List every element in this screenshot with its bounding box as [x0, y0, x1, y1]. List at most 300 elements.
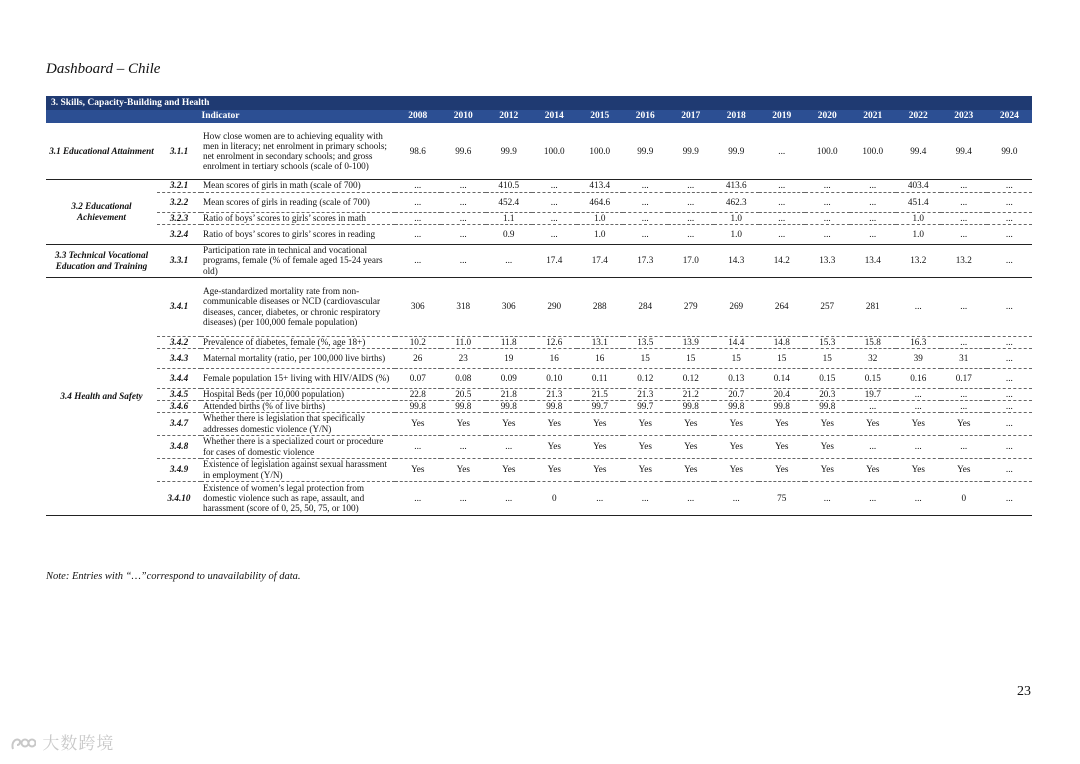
value-cell-2022: Yes [896, 458, 942, 481]
value-cell-2021: Yes [850, 458, 896, 481]
value-cell-2024: ... [987, 179, 1033, 192]
value-cell-2021: 13.4 [850, 244, 896, 277]
indicator-text: Ratio of boys’ scores to girls’ scores in reading [201, 224, 395, 244]
value-cell-2018: 15 [714, 348, 760, 368]
value-cell-2019: ... [759, 179, 805, 192]
value-cell-2020: 99.8 [805, 400, 851, 412]
indicator-text: Prevalence of diabetes, female (%, age 18+) [201, 336, 395, 348]
value-cell-2019: ... [759, 192, 805, 212]
indicator-code: 3.4.10 [157, 481, 201, 515]
value-cell-2024: ... [987, 212, 1033, 224]
value-cell-2020: ... [805, 481, 851, 515]
value-cell-2023: ... [941, 388, 987, 400]
indicator-code: 3.4.4 [157, 368, 201, 388]
value-cell-2022: 0.16 [896, 368, 942, 388]
indicator-text: Attended births (% of live births) [201, 400, 395, 412]
value-cell-2012: 306 [486, 277, 532, 336]
year-header-2017: 2017 [668, 110, 714, 123]
table-row [46, 244, 1032, 277]
value-cell-2016: 284 [623, 277, 669, 336]
value-cell-2016: ... [623, 179, 669, 192]
table-row [46, 192, 1032, 212]
value-cell-2022: 403.4 [896, 179, 942, 192]
group-label: 3.2 Educational Achievement [46, 179, 157, 244]
value-cell-2010: 20.5 [441, 388, 487, 400]
value-cell-2019: Yes [759, 412, 805, 435]
value-cell-2023: ... [941, 277, 987, 336]
value-cell-2008: ... [395, 481, 441, 515]
value-cell-2015: 1.0 [577, 224, 623, 244]
section-header-row [46, 96, 1032, 110]
value-cell-2017: 99.9 [668, 123, 714, 179]
year-header-2012: 2012 [486, 110, 532, 123]
value-cell-2012: 410.5 [486, 179, 532, 192]
value-cell-2008: ... [395, 179, 441, 192]
group-label: 3.4 Health and Safety [46, 277, 157, 515]
value-cell-2017: Yes [668, 435, 714, 458]
value-cell-2015: 413.4 [577, 179, 623, 192]
value-cell-2021: Yes [850, 412, 896, 435]
indicator-code: 3.4.5 [157, 388, 201, 400]
value-cell-2017: ... [668, 212, 714, 224]
value-cell-2021: ... [850, 179, 896, 192]
value-cell-2018: ... [714, 481, 760, 515]
value-cell-2024: ... [987, 336, 1033, 348]
value-cell-2017: 279 [668, 277, 714, 336]
value-cell-2015: 17.4 [577, 244, 623, 277]
table-row [46, 400, 1032, 412]
value-cell-2023: ... [941, 192, 987, 212]
value-cell-2020: 15.3 [805, 336, 851, 348]
value-cell-2008: ... [395, 244, 441, 277]
value-cell-2017: 15 [668, 348, 714, 368]
value-cell-2012: 99.8 [486, 400, 532, 412]
value-cell-2021: 19.7 [850, 388, 896, 400]
value-cell-2021: ... [850, 481, 896, 515]
value-cell-2015: Yes [577, 458, 623, 481]
value-cell-2016: 0.12 [623, 368, 669, 388]
value-cell-2012: 99.9 [486, 123, 532, 179]
value-cell-2017: ... [668, 179, 714, 192]
value-cell-2014: 0 [532, 481, 578, 515]
value-cell-2012: 19 [486, 348, 532, 368]
page-number: 23 [1017, 684, 1031, 699]
column-header-row [46, 110, 1032, 123]
value-cell-2023: ... [941, 212, 987, 224]
value-cell-2014: ... [532, 212, 578, 224]
table-row [46, 224, 1032, 244]
value-cell-2019: ... [759, 123, 805, 179]
value-cell-2017: 99.8 [668, 400, 714, 412]
value-cell-2016: Yes [623, 435, 669, 458]
value-cell-2010: 0.08 [441, 368, 487, 388]
value-cell-2019: ... [759, 212, 805, 224]
value-cell-2023: 31 [941, 348, 987, 368]
value-cell-2020: Yes [805, 412, 851, 435]
value-cell-2012: 11.8 [486, 336, 532, 348]
indicator-code: 3.1.1 [157, 123, 201, 179]
year-header-2024: 2024 [987, 110, 1033, 123]
year-header-2014: 2014 [532, 110, 578, 123]
indicator-code: 3.2.1 [157, 179, 201, 192]
year-header-2023: 2023 [941, 110, 987, 123]
value-cell-2024: ... [987, 244, 1033, 277]
value-cell-2024: 99.0 [987, 123, 1033, 179]
value-cell-2015: Yes [577, 435, 623, 458]
value-cell-2022: ... [896, 388, 942, 400]
value-cell-2010: Yes [441, 458, 487, 481]
value-cell-2018: 462.3 [714, 192, 760, 212]
table-row [46, 435, 1032, 458]
year-header-2010: 2010 [441, 110, 487, 123]
value-cell-2019: ... [759, 224, 805, 244]
value-cell-2024: ... [987, 368, 1033, 388]
value-cell-2023: 0.17 [941, 368, 987, 388]
value-cell-2015: Yes [577, 412, 623, 435]
value-cell-2021: 100.0 [850, 123, 896, 179]
value-cell-2024: ... [987, 458, 1033, 481]
value-cell-2019: 20.4 [759, 388, 805, 400]
value-cell-2021: ... [850, 435, 896, 458]
value-cell-2023: 0 [941, 481, 987, 515]
value-cell-2020: ... [805, 224, 851, 244]
year-header-2015: 2015 [577, 110, 623, 123]
value-cell-2019: 14.2 [759, 244, 805, 277]
value-cell-2020: ... [805, 192, 851, 212]
value-cell-2020: 20.3 [805, 388, 851, 400]
value-cell-2020: ... [805, 212, 851, 224]
value-cell-2015: 464.6 [577, 192, 623, 212]
value-cell-2014: ... [532, 224, 578, 244]
value-cell-2019: Yes [759, 435, 805, 458]
indicator-code: 3.2.2 [157, 192, 201, 212]
value-cell-2018: Yes [714, 458, 760, 481]
value-cell-2010: 318 [441, 277, 487, 336]
value-cell-2023: ... [941, 336, 987, 348]
group-label: 3.3 Technical Vocational Education and Training [46, 244, 157, 277]
value-cell-2008: Yes [395, 458, 441, 481]
value-cell-2017: 17.0 [668, 244, 714, 277]
value-cell-2017: Yes [668, 458, 714, 481]
value-cell-2008: ... [395, 224, 441, 244]
value-cell-2018: 1.0 [714, 212, 760, 224]
indicator-text: Maternal mortality (ratio, per 100,000 live births) [201, 348, 395, 368]
value-cell-2018: 0.13 [714, 368, 760, 388]
indicator-text: Whether there is legislation that specifically addresses domestic violence (Y/N) [201, 412, 395, 435]
value-cell-2024: ... [987, 388, 1033, 400]
value-cell-2017: ... [668, 192, 714, 212]
value-cell-2019: 14.8 [759, 336, 805, 348]
value-cell-2008: 26 [395, 348, 441, 368]
value-cell-2020: 13.3 [805, 244, 851, 277]
indicator-code: 3.4.2 [157, 336, 201, 348]
dashboard-table [46, 96, 1032, 516]
value-cell-2024: ... [987, 348, 1033, 368]
value-cell-2010: ... [441, 192, 487, 212]
value-cell-2024: ... [987, 435, 1033, 458]
value-cell-2018: 99.8 [714, 400, 760, 412]
value-cell-2020: 15 [805, 348, 851, 368]
value-cell-2022: ... [896, 400, 942, 412]
value-cell-2015: 99.7 [577, 400, 623, 412]
value-cell-2016: ... [623, 224, 669, 244]
value-cell-2021: 15.8 [850, 336, 896, 348]
value-cell-2017: 13.9 [668, 336, 714, 348]
value-cell-2015: 1.0 [577, 212, 623, 224]
value-cell-2017: 21.2 [668, 388, 714, 400]
value-cell-2018: 99.9 [714, 123, 760, 179]
value-cell-2014: ... [532, 192, 578, 212]
value-cell-2015: 288 [577, 277, 623, 336]
value-cell-2020: 0.15 [805, 368, 851, 388]
value-cell-2016: 15 [623, 348, 669, 368]
year-header-2021: 2021 [850, 110, 896, 123]
year-header-2018: 2018 [714, 110, 760, 123]
value-cell-2014: 16 [532, 348, 578, 368]
value-cell-2022: ... [896, 481, 942, 515]
value-cell-2015: ... [577, 481, 623, 515]
value-cell-2010: 11.0 [441, 336, 487, 348]
indicator-text: Hospital Beds (per 10,000 population) [201, 388, 395, 400]
value-cell-2022: 1.0 [896, 224, 942, 244]
value-cell-2024: ... [987, 400, 1033, 412]
value-cell-2023: 99.4 [941, 123, 987, 179]
value-cell-2024: ... [987, 224, 1033, 244]
value-cell-2018: Yes [714, 412, 760, 435]
table-row [46, 336, 1032, 348]
value-cell-2010: 23 [441, 348, 487, 368]
value-cell-2014: ... [532, 179, 578, 192]
value-cell-2016: 21.3 [623, 388, 669, 400]
value-cell-2010: ... [441, 179, 487, 192]
value-cell-2024: ... [987, 192, 1033, 212]
value-cell-2022: 99.4 [896, 123, 942, 179]
value-cell-2019: 75 [759, 481, 805, 515]
value-cell-2015: 13.1 [577, 336, 623, 348]
value-cell-2014: 290 [532, 277, 578, 336]
dashboard-table-container [46, 96, 1032, 516]
table-row [46, 458, 1032, 481]
value-cell-2021: 0.15 [850, 368, 896, 388]
value-cell-2021: ... [850, 192, 896, 212]
table-row [46, 277, 1032, 336]
value-cell-2021: 32 [850, 348, 896, 368]
year-header-2019: 2019 [759, 110, 805, 123]
value-cell-2016: 13.5 [623, 336, 669, 348]
indicator-code: 3.4.1 [157, 277, 201, 336]
value-cell-2022: Yes [896, 412, 942, 435]
value-cell-2022: ... [896, 435, 942, 458]
value-cell-2018: 1.0 [714, 224, 760, 244]
value-cell-2018: 269 [714, 277, 760, 336]
indicator-code: 3.4.9 [157, 458, 201, 481]
indicator-text: Mean scores of girls in reading (scale of 700) [201, 192, 395, 212]
table-row [46, 481, 1032, 515]
value-cell-2022: ... [896, 277, 942, 336]
value-cell-2008: 10.2 [395, 336, 441, 348]
value-cell-2012: 0.9 [486, 224, 532, 244]
indicator-text: Age-standardized mortality rate from non-communicable diseases or NCD (cardiovascular diseases, cancer, diabetes, or chronic respiratory diseases) (per 100,000 female population) [201, 277, 395, 336]
table-row [46, 179, 1032, 192]
indicator-text: Whether there is a specialized court or procedure for cases of domestic violence [201, 435, 395, 458]
value-cell-2010: ... [441, 224, 487, 244]
value-cell-2016: 17.3 [623, 244, 669, 277]
indicator-text: Existence of women’s legal protection from domestic violence such as rape, assault, and harassment (score of 0, 25, 50, 75, or 100) [201, 481, 395, 515]
value-cell-2012: ... [486, 435, 532, 458]
value-cell-2010: ... [441, 481, 487, 515]
value-cell-2010: ... [441, 244, 487, 277]
indicator-text: Female population 15+ living with HIV/AIDS (%) [201, 368, 395, 388]
value-cell-2019: 99.8 [759, 400, 805, 412]
indicator-code: 3.2.4 [157, 224, 201, 244]
value-cell-2022: 16.3 [896, 336, 942, 348]
value-cell-2018: 413.6 [714, 179, 760, 192]
value-cell-2019: Yes [759, 458, 805, 481]
value-cell-2008: 98.6 [395, 123, 441, 179]
value-cell-2017: Yes [668, 412, 714, 435]
value-cell-2020: Yes [805, 458, 851, 481]
indicator-code: 3.4.6 [157, 400, 201, 412]
value-cell-2014: 12.6 [532, 336, 578, 348]
year-header-2022: 2022 [896, 110, 942, 123]
indicator-text: Existence of legislation against sexual harassment in employment (Y/N) [201, 458, 395, 481]
value-cell-2017: ... [668, 224, 714, 244]
value-cell-2014: 21.3 [532, 388, 578, 400]
value-cell-2022: 451.4 [896, 192, 942, 212]
value-cell-2022: 13.2 [896, 244, 942, 277]
indicator-text: Participation rate in technical and vocational programs, female (% of female aged 15-24 years old) [201, 244, 395, 277]
value-cell-2018: 14.3 [714, 244, 760, 277]
value-cell-2008: Yes [395, 412, 441, 435]
value-cell-2019: 15 [759, 348, 805, 368]
value-cell-2017: 0.12 [668, 368, 714, 388]
indicator-text: Ratio of boys’ scores to girls’ scores in math [201, 212, 395, 224]
value-cell-2012: Yes [486, 458, 532, 481]
group-1 [46, 123, 1032, 179]
value-cell-2023: Yes [941, 412, 987, 435]
watermark-text: 大数跨境 [42, 734, 115, 754]
year-header-2008: 2008 [395, 110, 441, 123]
value-cell-2014: Yes [532, 412, 578, 435]
value-cell-2010: ... [441, 212, 487, 224]
group-3 [46, 244, 1032, 277]
indicator-code: 3.2.3 [157, 212, 201, 224]
value-cell-2008: ... [395, 192, 441, 212]
indicator-code: 3.4.3 [157, 348, 201, 368]
watermark [10, 729, 114, 754]
year-header-2020: 2020 [805, 110, 851, 123]
indicator-text: Mean scores of girls in math (scale of 700) [201, 179, 395, 192]
value-cell-2014: 99.8 [532, 400, 578, 412]
value-cell-2018: 20.7 [714, 388, 760, 400]
value-cell-2020: 100.0 [805, 123, 851, 179]
value-cell-2014: 100.0 [532, 123, 578, 179]
value-cell-2008: 99.8 [395, 400, 441, 412]
value-cell-2015: 100.0 [577, 123, 623, 179]
value-cell-2022: 39 [896, 348, 942, 368]
value-cell-2024: ... [987, 481, 1033, 515]
group-4 [46, 277, 1032, 515]
value-cell-2017: ... [668, 481, 714, 515]
value-cell-2012: 0.09 [486, 368, 532, 388]
footnote: Note: Entries with “…”correspond to unavailability of data. [46, 571, 301, 582]
table-row [46, 412, 1032, 435]
section-title: 3. Skills, Capacity-Building and Health [46, 96, 1032, 110]
value-cell-2023: ... [941, 400, 987, 412]
value-cell-2012: 1.1 [486, 212, 532, 224]
value-cell-2023: ... [941, 435, 987, 458]
value-cell-2023: Yes [941, 458, 987, 481]
value-cell-2012: ... [486, 244, 532, 277]
value-cell-2021: ... [850, 400, 896, 412]
value-cell-2015: 21.5 [577, 388, 623, 400]
value-cell-2008: ... [395, 435, 441, 458]
value-cell-2008: 306 [395, 277, 441, 336]
value-cell-2020: ... [805, 179, 851, 192]
year-header-2016: 2016 [623, 110, 669, 123]
indicator-header: Indicator [46, 110, 395, 123]
value-cell-2021: ... [850, 224, 896, 244]
value-cell-2016: ... [623, 192, 669, 212]
value-cell-2012: ... [486, 481, 532, 515]
value-cell-2023: 13.2 [941, 244, 987, 277]
value-cell-2021: 281 [850, 277, 896, 336]
value-cell-2010: Yes [441, 412, 487, 435]
value-cell-2020: Yes [805, 435, 851, 458]
value-cell-2022: 1.0 [896, 212, 942, 224]
value-cell-2016: 99.7 [623, 400, 669, 412]
indicator-code: 3.4.8 [157, 435, 201, 458]
value-cell-2012: 21.8 [486, 388, 532, 400]
value-cell-2019: 0.14 [759, 368, 805, 388]
value-cell-2023: ... [941, 179, 987, 192]
indicator-code: 3.3.1 [157, 244, 201, 277]
value-cell-2010: 99.8 [441, 400, 487, 412]
value-cell-2024: ... [987, 412, 1033, 435]
value-cell-2015: 16 [577, 348, 623, 368]
group-2 [46, 179, 1032, 244]
value-cell-2014: Yes [532, 458, 578, 481]
value-cell-2018: 14.4 [714, 336, 760, 348]
value-cell-2014: 0.10 [532, 368, 578, 388]
value-cell-2019: 264 [759, 277, 805, 336]
value-cell-2016: Yes [623, 412, 669, 435]
value-cell-2020: 257 [805, 277, 851, 336]
watermark-logo-icon [10, 735, 36, 753]
value-cell-2023: ... [941, 224, 987, 244]
value-cell-2010: 99.6 [441, 123, 487, 179]
value-cell-2016: 99.9 [623, 123, 669, 179]
value-cell-2021: ... [850, 212, 896, 224]
value-cell-2008: 0.07 [395, 368, 441, 388]
value-cell-2014: 17.4 [532, 244, 578, 277]
indicator-text: How close women are to achieving equality with men in literacy; net enrolment in primary schools; net enrolment in secondary schools; and gross enrolment in tertiary schools (scale of 0-100) [201, 123, 395, 179]
value-cell-2016: Yes [623, 458, 669, 481]
table-row [46, 123, 1032, 179]
group-label: 3.1 Educational Attainment [46, 123, 157, 179]
table-row [46, 388, 1032, 400]
value-cell-2018: Yes [714, 435, 760, 458]
table-row [46, 212, 1032, 224]
value-cell-2012: 452.4 [486, 192, 532, 212]
value-cell-2014: Yes [532, 435, 578, 458]
indicator-code: 3.4.7 [157, 412, 201, 435]
value-cell-2008: ... [395, 212, 441, 224]
value-cell-2010: ... [441, 435, 487, 458]
value-cell-2024: ... [987, 277, 1033, 336]
value-cell-2016: ... [623, 481, 669, 515]
value-cell-2012: Yes [486, 412, 532, 435]
